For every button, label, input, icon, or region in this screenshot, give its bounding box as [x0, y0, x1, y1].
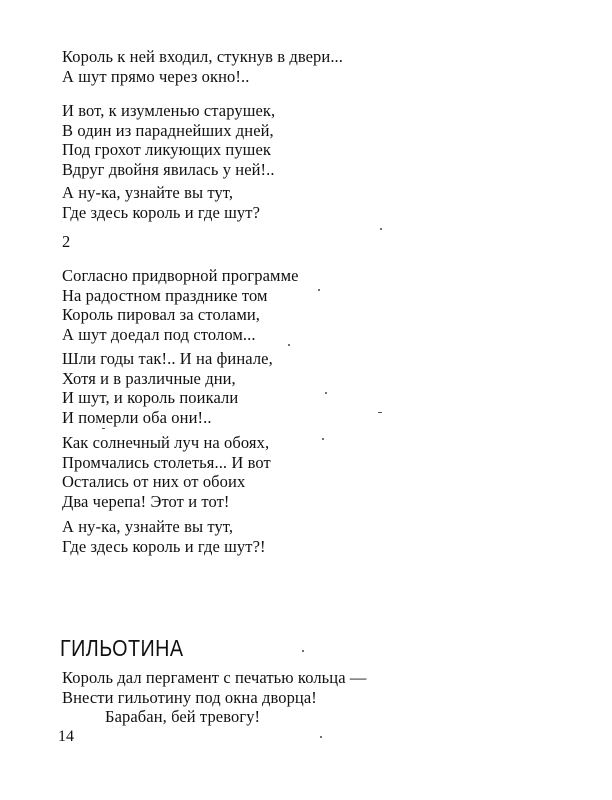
scan-speck [325, 392, 327, 394]
poem-line: Как солнечный луч на обоях, [62, 433, 270, 452]
scan-speck [288, 344, 290, 346]
scan-speck [378, 412, 382, 413]
poem-line: А шут доедал под столом... [62, 324, 256, 344]
stanza-3-refrain [62, 183, 260, 222]
section-number: 2 [62, 232, 71, 251]
poem-line: Король дал пергамент с печатью кольца — [62, 668, 367, 687]
poem-line: Король к ней входил, стукнув в двери... [62, 47, 344, 66]
scan-speck [320, 736, 322, 738]
poem-line: И шут, и король поикали [62, 388, 239, 407]
poem-line: А ну-ка, узнайте вы тут, [62, 517, 234, 536]
page-number: 14 [58, 728, 74, 745]
poem-line: Под грохот ликующих пушек [62, 140, 272, 159]
scan-speck [102, 428, 105, 429]
scan-speck [318, 289, 320, 291]
scan-speck [380, 228, 382, 230]
poem-line: А шут прямо через окно!.. [62, 66, 250, 86]
poem-line: И померли оба они!.. [62, 407, 212, 427]
stanza-6 [62, 433, 271, 511]
poem-line: А ну-ка, узнайте вы тут, [62, 183, 234, 202]
poem-line: Внести гильотину под окна дворца! [62, 687, 317, 707]
stanza-7-refrain [62, 517, 266, 556]
stanza-4 [62, 266, 299, 344]
poem-line: Шли годы так!.. И на финале, [62, 349, 273, 368]
stanza-2 [62, 101, 275, 179]
poem-line: Хотя и в различные дни, [62, 368, 236, 388]
poem-line: Король пировал за столами, [62, 305, 261, 324]
poem-line: Вдруг двойня явилась у ней!.. [62, 159, 275, 179]
stanza-5 [62, 349, 273, 427]
poem-line: В один из параднейших дней, [62, 120, 274, 140]
scan-speck [322, 438, 324, 440]
poem-line: Промчались столетья... И вот [62, 452, 271, 472]
poem-line: Где здесь король и где шут? [62, 202, 260, 222]
poem-line: На радостном празднике том [62, 285, 268, 305]
poem2-stanza-1 [62, 668, 366, 727]
stanza-1 [62, 47, 343, 86]
poem-line: И вот, к изумленью старушек, [62, 101, 276, 120]
scan-speck [302, 650, 304, 652]
poem-line: Согласно придворной программе [62, 266, 299, 285]
poem-line: Остались от них от обоих [62, 472, 246, 491]
poem-line-indented: Барабан, бей тревогу! [105, 707, 261, 726]
poem-title: ГИЛЬОТИНА [60, 635, 184, 661]
poem-line: Два черепа! Этот и тот! [62, 491, 230, 511]
poem-line: Где здесь король и где шут?! [62, 536, 266, 556]
